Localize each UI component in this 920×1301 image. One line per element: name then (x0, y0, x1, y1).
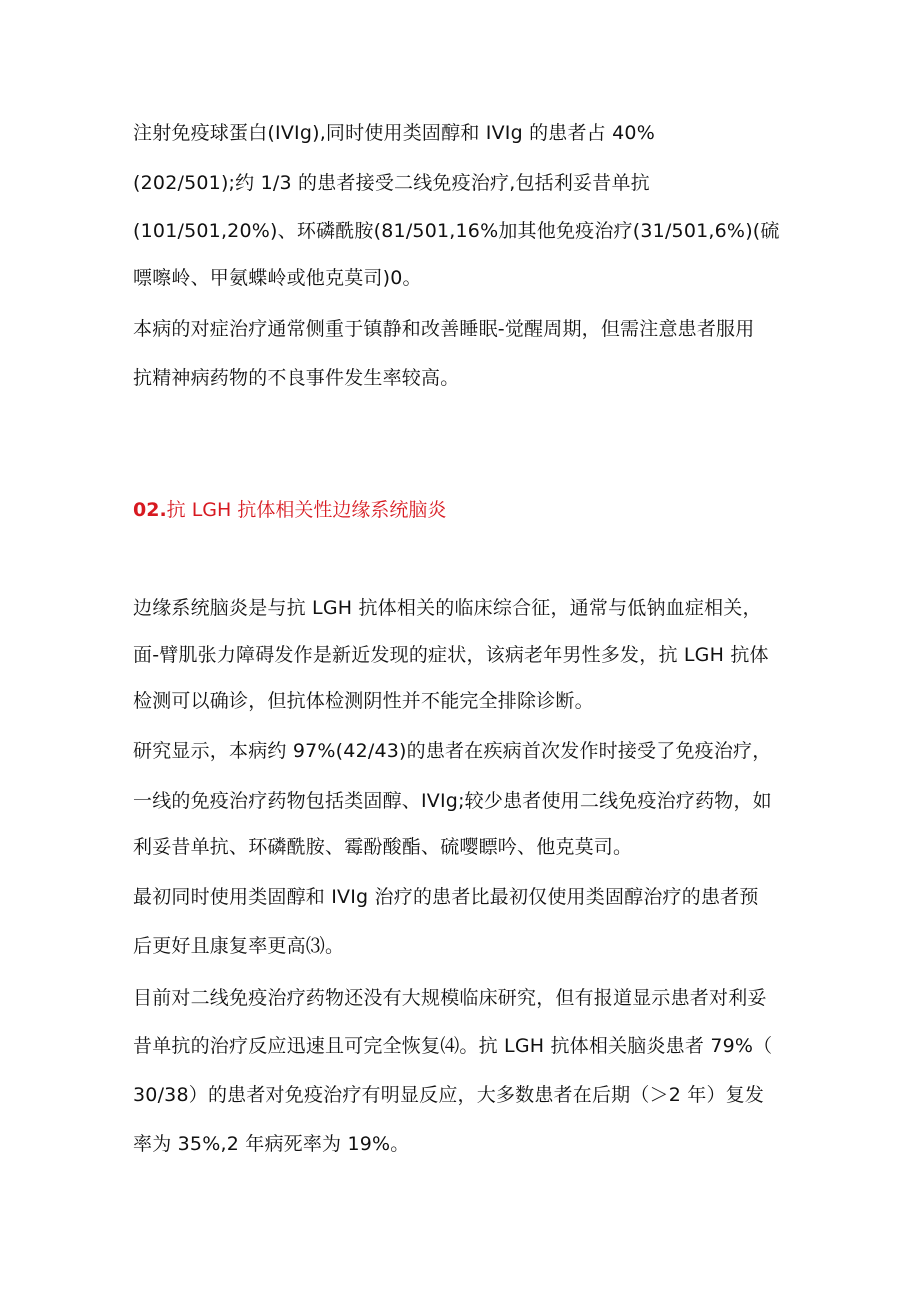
para1-line-3: (101/501,20%)、环磷酰胺(81/501,16%加其他免疫治疗(31/501,6%)(硫 (133, 220, 780, 242)
para6-line-2: 昔单抗的治疗反应迅速且可完全恢复⑷。抗 LGH 抗体相关脑炎患者 79%（ (133, 1035, 773, 1057)
para2-line-1: 本病的对症治疗通常侧重于镇静和改善睡眠-觉醒周期，但需注意患者服用 (133, 318, 755, 340)
para3-line-1: 边缘系统脑炎是与抗 LGH 抗体相关的临床综合征，通常与低钠血症相关， (133, 597, 762, 619)
para6-line-1: 目前对二线免疫治疗药物还没有大规模临床研究，但有报道显示患者对利妥 (133, 987, 767, 1009)
para1-line-4: 嘌嚓岭、甲氨蝶岭或他克莫司)0。 (133, 267, 422, 289)
para4-line-2: 一线的免疫治疗药物包括类固醇、IVIg;较少患者使用二线免疫治疗药物，如 (133, 790, 772, 812)
section-number: 02. (133, 499, 167, 521)
para2-line-2: 抗精神病药物的不良事件发生率较高。 (133, 367, 460, 389)
para6-line-3: 30/38）的患者对免疫治疗有明显反应，大多数患者在后期（＞2 年）复发 (133, 1084, 765, 1106)
section-heading (133, 498, 446, 522)
section-title: 抗 LGH 抗体相关性边缘系统脑炎 (166, 499, 447, 521)
para5-line-2: 后更好且康复率更高⑶。 (133, 935, 345, 957)
para3-line-2: 面-臂肌张力障碍发作是新近发现的症状，该病老年男性多发，抗 LGH 抗体 (133, 644, 769, 666)
para4-line-1: 研究显示，本病约 97%(42/43)的患者在疾病首次发作时接受了免疫治疗， (133, 740, 772, 762)
para1-line-2: (202/501);约 1/3 的患者接受二线免疫治疗,包括利妥昔单抗 (133, 172, 650, 194)
para1-line-1: 注射免疫球蛋白(IVIg),同时使用类固醇和 IVIg 的患者占 40% (133, 122, 655, 144)
para4-line-3: 利妥昔单抗、环磷酰胺、霉酚酸酯、硫嘤瞟吟、他克莫司。 (133, 836, 633, 858)
para6-line-4: 率为 35%,2 年病死率为 19%。 (133, 1133, 410, 1155)
para5-line-1: 最初同时使用类固醇和 IVIg 治疗的患者比最初仅使用类固醇治疗的患者预 (133, 886, 759, 908)
para3-line-3: 检测可以确诊，但抗体检测阴性并不能完全排除诊断。 (133, 690, 594, 712)
